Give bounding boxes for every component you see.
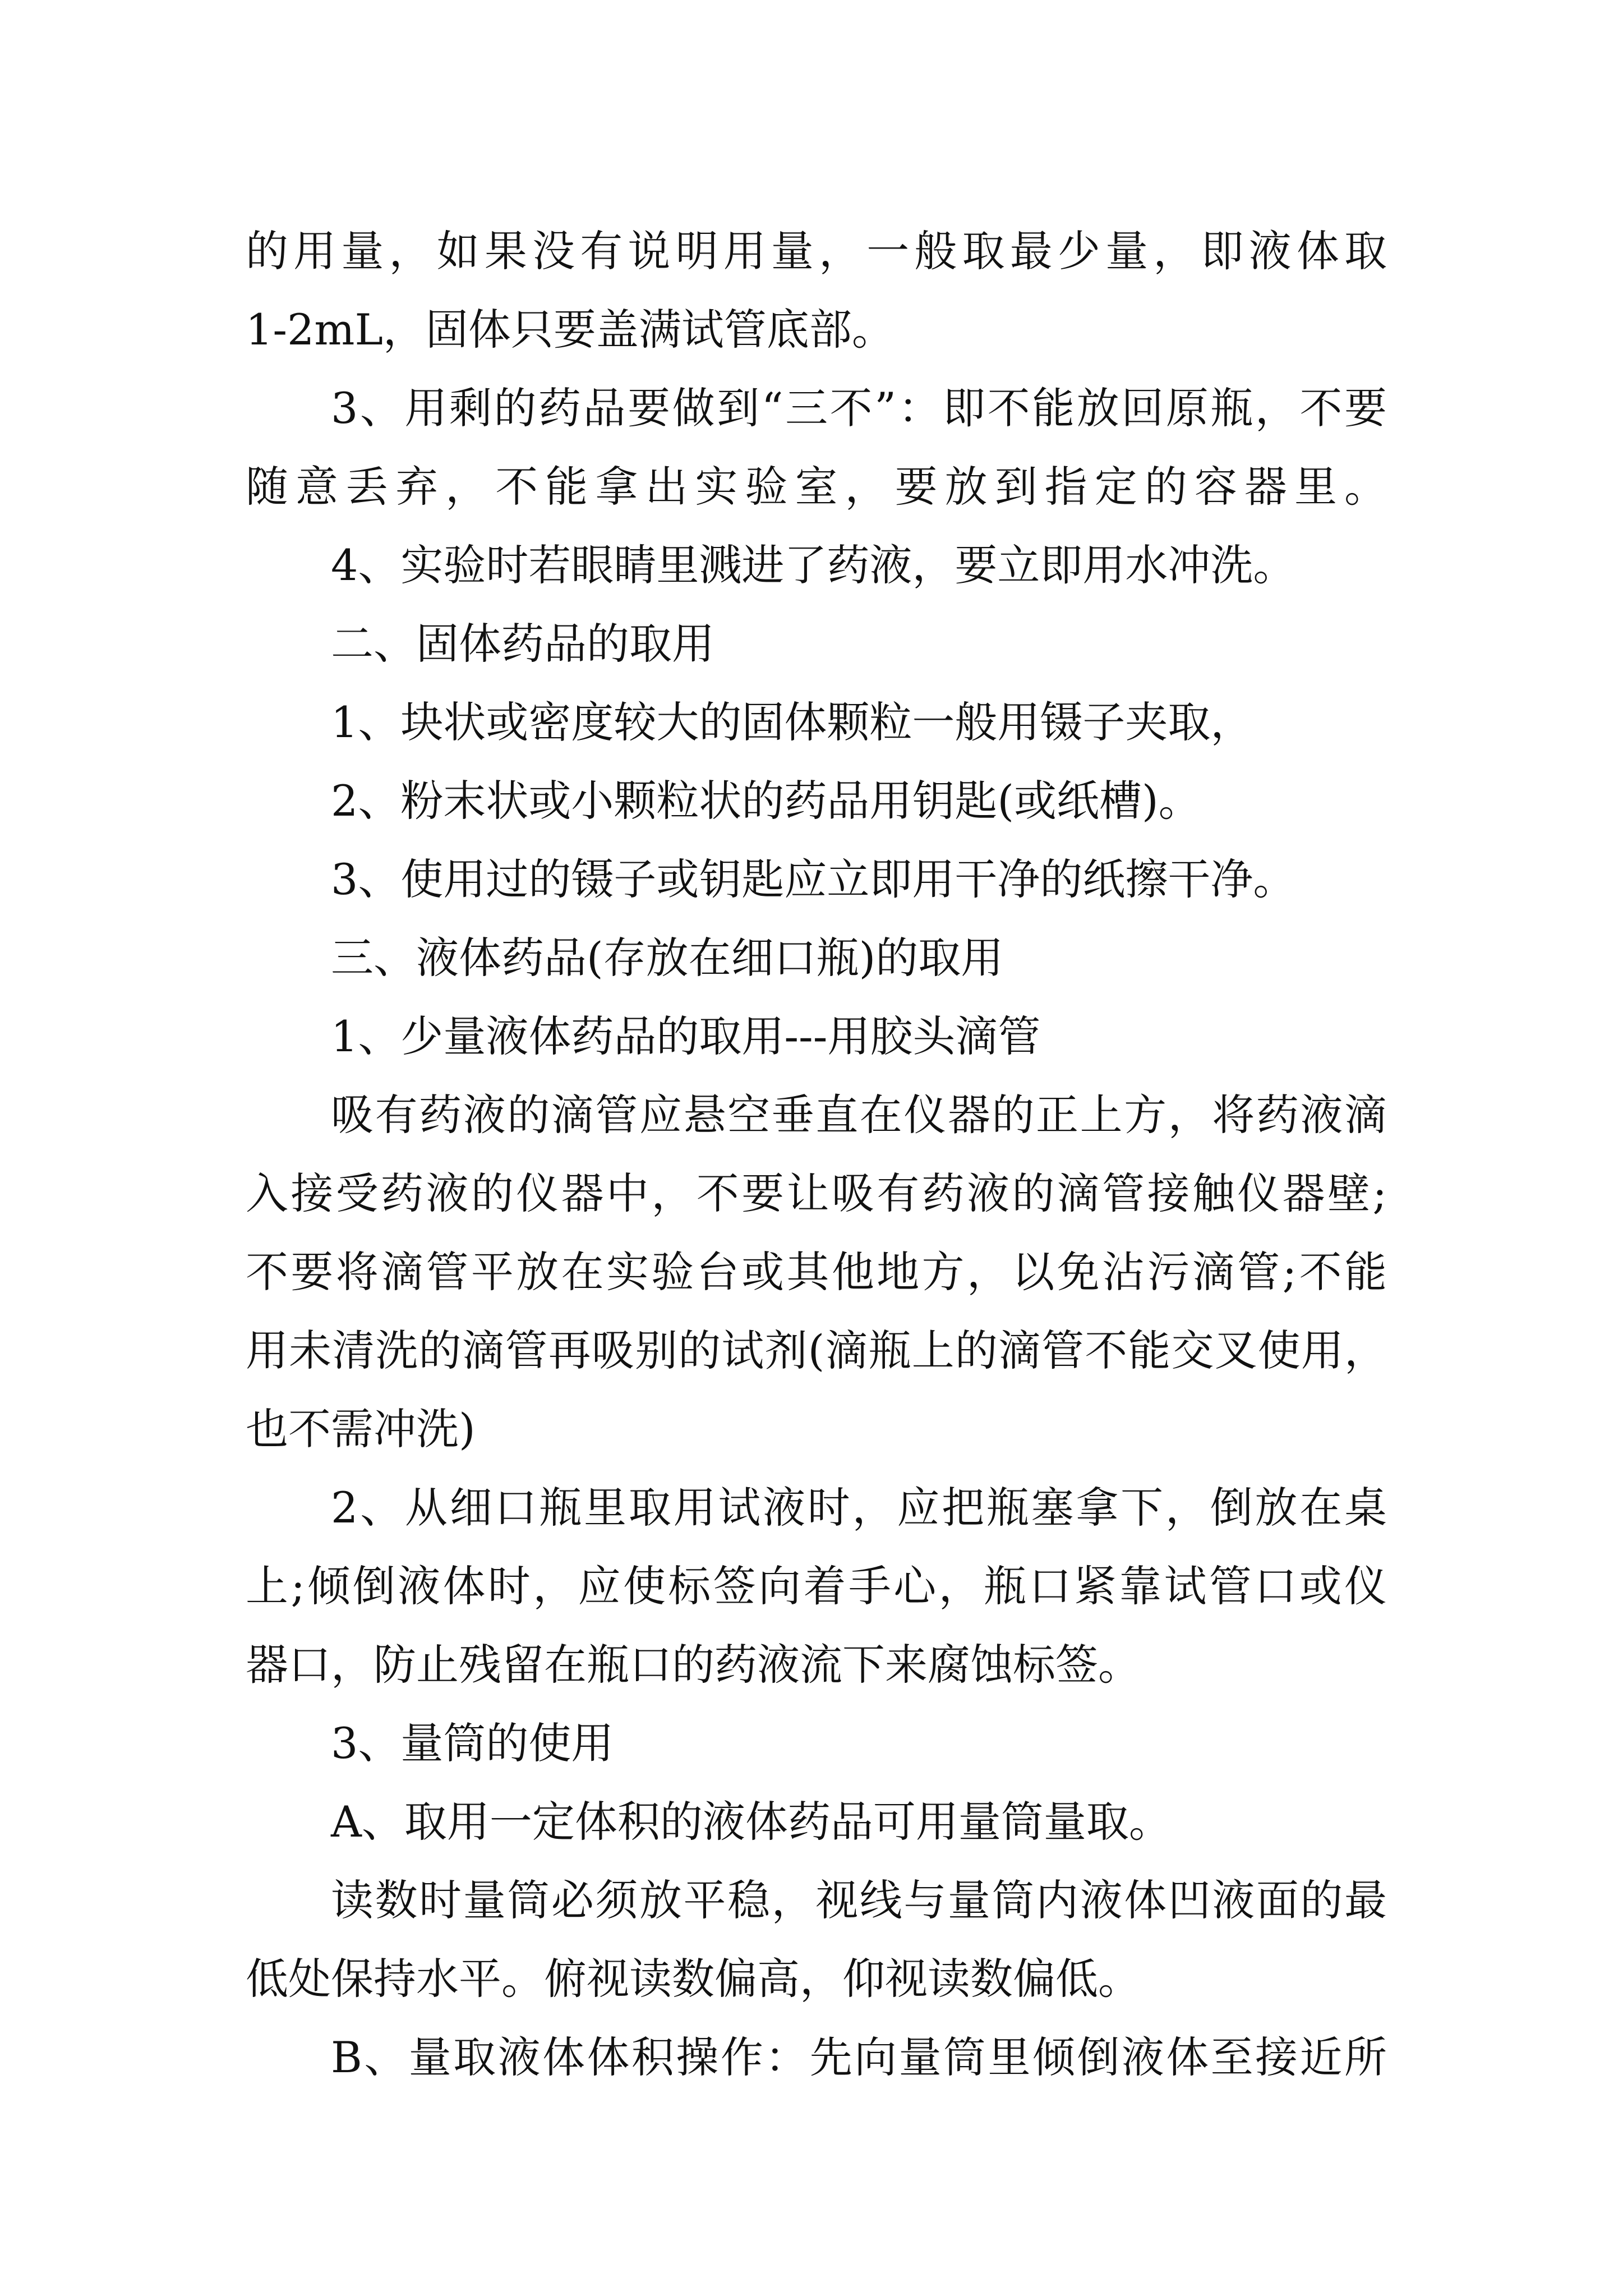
text-line: 2、粉末状或小颗粒状的药品用钥匙(或纸槽)。 [331, 776, 1201, 826]
section-heading: 二、固体药品的取用 [331, 619, 714, 669]
section-heading: 三、液体药品(存放在细口瓶)的取用 [331, 933, 1004, 983]
text-line: 上;倾倒液体时，应使标签向着手心，瓶口紧靠试管口或仪 [246, 1561, 1387, 1611]
document-body [246, 212, 1387, 2097]
text-line: B、量取液体体积操作：先向量筒里倾倒液体至接近所 [331, 2032, 1387, 2082]
text-line: 随意丢弃，不能拿出实验室，要放到指定的容器里。 [246, 462, 1387, 512]
section-heading: 3、量筒的使用 [331, 1718, 614, 1768]
text-line: 2、从细口瓶里取用试液时，应把瓶塞拿下，倒放在桌 [331, 1483, 1387, 1533]
text-line: 器口，防止残留在瓶口的药液流下来腐蚀标签。 [246, 1640, 1141, 1690]
text-line: 4、实验时若眼睛里溅进了药液，要立即用水冲洗。 [331, 540, 1296, 590]
text-line: A、取用一定体积的液体药品可用量筒量取。 [331, 1797, 1172, 1847]
text-line: 用未清洗的滴管再吸别的试剂(滴瓶上的滴管不能交叉使用， [246, 1326, 1387, 1375]
text-line: 也不需冲洗) [246, 1404, 476, 1454]
text-line: 读数时量筒必须放平稳，视线与量筒内液体凹液面的最 [331, 1875, 1387, 1925]
text-line: 1-2mL，固体只要盖满试管底部。 [246, 305, 895, 355]
text-line: 1、块状或密度较大的固体颗粒一般用镊子夹取， [331, 697, 1253, 747]
text-line: 3、用剩的药品要做到“三不”：即不能放回原瓶，不要 [331, 383, 1387, 433]
text-line: 3、使用过的镊子或钥匙应立即用干净的纸擦干净。 [331, 854, 1296, 904]
text-line: 入接受药液的仪器中，不要让吸有药液的滴管接触仪器壁; [246, 1168, 1387, 1218]
text-line: 低处保持水平。俯视读数偏高，仰视读数偏低。 [246, 1954, 1141, 2004]
text-line: 吸有药液的滴管应悬空垂直在仪器的正上方，将药液滴 [331, 1090, 1387, 1140]
text-line: 不要将滴管平放在实验台或其他地方，以免沾污滴管;不能 [246, 1247, 1387, 1297]
text-line: 1、少量液体药品的取用---用胶头滴管 [331, 1011, 1041, 1061]
text-line: 的用量，如果没有说明用量，一般取最少量，即液体取 [246, 226, 1387, 276]
